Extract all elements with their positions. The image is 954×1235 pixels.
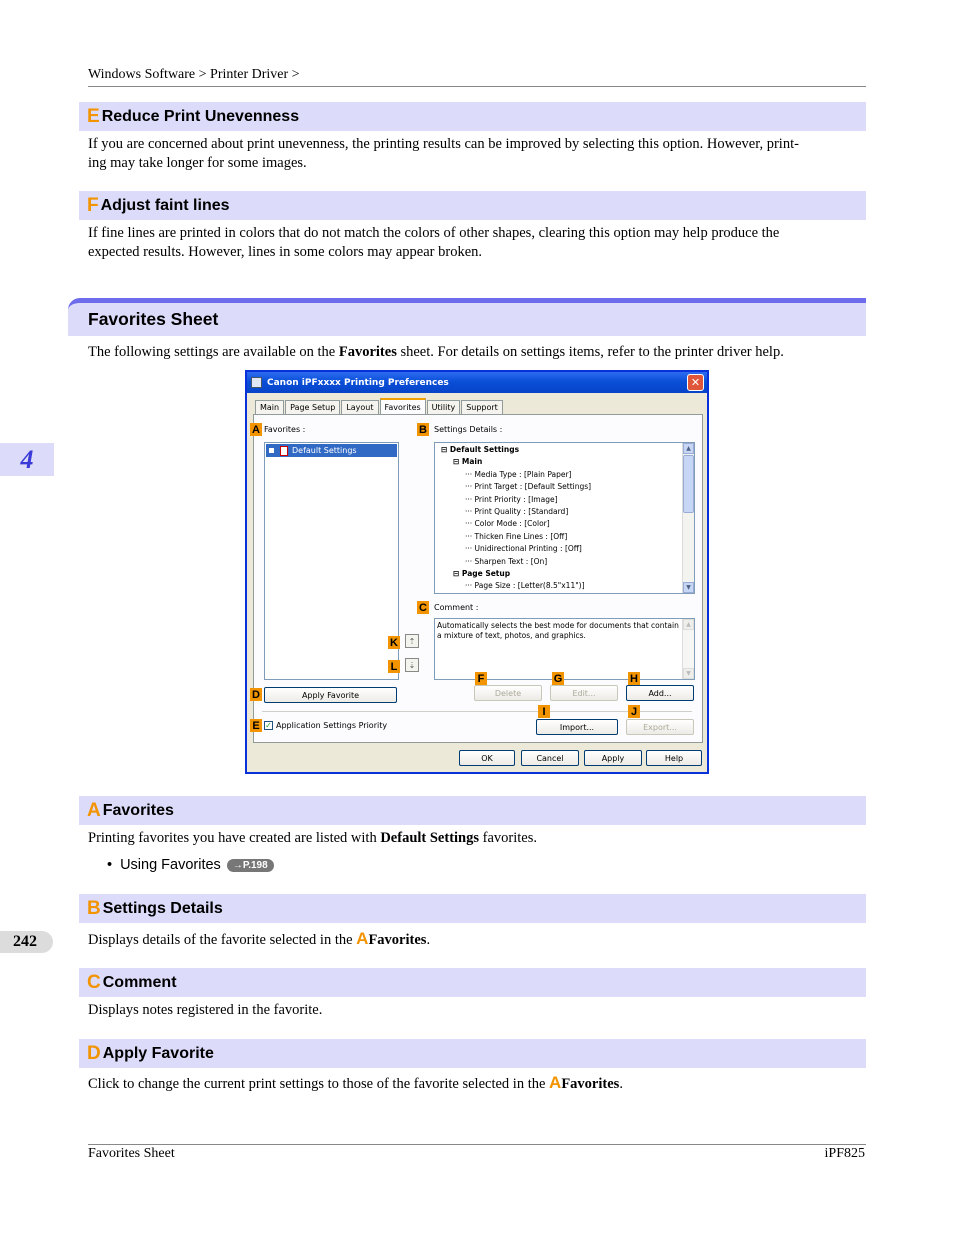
tab-layout[interactable]: Layout: [341, 400, 378, 414]
section-title: Reduce Print Unevenness: [101, 107, 300, 125]
section-a-body: [88, 829, 858, 848]
scroll-down-icon[interactable]: ▼: [683, 668, 694, 679]
callout-k: K: [388, 636, 400, 649]
section-e-body: [88, 135, 858, 173]
section-letter: C: [87, 971, 101, 993]
section-f-body: [88, 224, 858, 262]
section-letter: F: [87, 194, 99, 216]
tree-scrollbar[interactable]: [682, 443, 694, 593]
body-line: ing may take longer for some images.: [88, 155, 307, 171]
tab-bar: [255, 400, 504, 414]
body-line: If you are concerned about print unevenness, the printing results can be improved by selecting this option. However, print-: [88, 136, 799, 152]
comment-box[interactable]: [434, 618, 695, 680]
text: Click to change the current print settings to those of the favorite selected in the: [88, 1076, 550, 1092]
text: The following settings are available on the: [88, 344, 339, 360]
ok-button[interactable]: OK: [459, 750, 515, 766]
ref-letter: A: [549, 1073, 562, 1092]
tree-node[interactable]: ⊟ Page Setup: [453, 569, 511, 578]
callout-i: I: [538, 705, 550, 718]
favorite-item-label: Default Settings: [292, 446, 357, 455]
settings-details-label: Settings Details :: [434, 425, 503, 434]
favorites-list[interactable]: [264, 442, 399, 680]
export-button[interactable]: Export...: [626, 719, 694, 735]
comment-label: Comment :: [434, 603, 479, 612]
tab-favorites[interactable]: Favorites: [380, 398, 426, 414]
callout-e: E: [250, 719, 262, 732]
tree-node[interactable]: ··· Sharpen Text : [On]: [465, 556, 548, 566]
move-up-icon[interactable]: ⇡: [405, 634, 419, 648]
bullet-text: Using Favorites: [120, 857, 221, 873]
section-c-body: Displays notes registered in the favorite.: [88, 1002, 323, 1018]
breadcrumb-divider: [88, 86, 866, 87]
bullet-icon: •: [107, 857, 113, 873]
callout-j: J: [628, 705, 640, 718]
section-heading-f: [79, 191, 866, 220]
tab-support[interactable]: Support: [461, 400, 503, 414]
app-priority-checkbox[interactable]: ✓: [265, 721, 272, 730]
section-title: Favorites: [102, 801, 174, 819]
tree-node[interactable]: ··· Print Target : [Default Settings]: [465, 482, 592, 492]
section-heading-d: [79, 1039, 866, 1068]
bold-text: Favorites: [338, 344, 397, 360]
tree-node[interactable]: ⊟ Main: [453, 457, 483, 467]
apply-favorite-button[interactable]: Apply Favorite: [264, 687, 397, 703]
title-bar: [247, 372, 707, 393]
section-title: Adjust faint lines: [100, 196, 230, 214]
printing-preferences-dialog: [245, 370, 709, 774]
app-priority-label: Application Settings Priority: [276, 721, 388, 730]
bold-text: Favorites: [561, 1076, 620, 1092]
callout-g: G: [553, 672, 563, 685]
callout-d: D: [250, 688, 262, 701]
footer-section-title: Favorites Sheet: [88, 1146, 175, 1161]
close-icon[interactable]: ✕: [687, 374, 704, 391]
help-button[interactable]: Help: [646, 750, 702, 766]
text: favorites.: [479, 830, 537, 846]
tree-node[interactable]: ··· Color Mode : [Color]: [465, 519, 550, 529]
tree-node[interactable]: ⊟ Default Settings: [441, 445, 520, 454]
callout-f: F: [475, 672, 487, 685]
cancel-button[interactable]: Cancel: [521, 750, 579, 766]
section-heading-b: [79, 894, 866, 923]
bold-text: Default Settings: [380, 830, 480, 846]
printer-icon: [251, 377, 262, 388]
ref-letter: A: [356, 929, 369, 948]
tab-main[interactable]: Main: [255, 400, 284, 414]
import-button[interactable]: Import...: [536, 719, 618, 735]
tree-node[interactable]: ··· Unidirectional Printing : [Off]: [465, 544, 582, 554]
favorites-label: Favorites :: [264, 425, 306, 434]
section-letter: B: [87, 897, 101, 919]
text: Printing favorites you have created are listed with: [88, 830, 381, 846]
section-heading-e: [79, 102, 866, 131]
callout-b: B: [417, 423, 429, 436]
chapter-number: 4: [20, 444, 34, 474]
breadcrumb: Windows Software > Printer Driver >: [88, 67, 300, 82]
dialog-title: Canon iPFxxxx Printing Preferences: [267, 377, 449, 388]
page-reference-link[interactable]: →P.198: [227, 859, 274, 872]
section-letter: D: [87, 1042, 101, 1064]
tree-node[interactable]: ··· Page Size : [Letter(8.5"x11")]: [465, 581, 585, 591]
apply-button[interactable]: Apply: [584, 750, 642, 766]
page-number-tab: [0, 931, 53, 953]
section-heading-c: [79, 968, 866, 997]
section-heading-a: [79, 796, 866, 825]
footer-model: iPF825: [824, 1146, 865, 1161]
text: Displays details of the favorite selected in the: [88, 932, 357, 948]
add-button[interactable]: Add...: [626, 685, 694, 701]
comment-text: Automatically selects the best mode for documents that contain a mixture of text, photos, and graphics.: [437, 621, 679, 640]
text: .: [426, 932, 431, 948]
section-d-body: [88, 1073, 858, 1094]
tree-node[interactable]: ··· Media Type : [Plain Paper]: [465, 469, 572, 479]
section-title: Settings Details: [102, 899, 223, 917]
tree-node[interactable]: ··· Print Priority : [Image]: [465, 494, 558, 504]
comment-scrollbar[interactable]: [682, 619, 694, 679]
tab-utility[interactable]: Utility: [427, 400, 461, 414]
callout-l: L: [388, 660, 400, 673]
favorite-item-default[interactable]: [266, 444, 397, 457]
chapter-title: Favorites Sheet: [88, 309, 219, 329]
section-title: Comment: [102, 973, 177, 991]
section-letter: E: [87, 105, 100, 127]
section-b-body: [88, 929, 858, 950]
tree-node[interactable]: ··· Thicken Fine Lines : [Off]: [465, 531, 568, 541]
bullet-icon: [269, 448, 274, 453]
chapter-tab: [0, 443, 54, 476]
scroll-down-icon[interactable]: ▼: [683, 582, 694, 593]
page-number: 242: [13, 933, 37, 950]
scroll-up-icon[interactable]: ▲: [683, 443, 694, 454]
footer-divider: [88, 1144, 866, 1145]
intro-paragraph: [88, 343, 858, 362]
edit-button[interactable]: Edit...: [550, 685, 618, 701]
callout-c: C: [417, 601, 429, 614]
callout-h: H: [628, 672, 640, 685]
scroll-thumb[interactable]: [683, 455, 694, 513]
chapter-heading: [68, 298, 866, 336]
text: sheet. For details on settings items, refer to the printer driver help.: [396, 344, 784, 360]
section-title: Apply Favorite: [102, 1044, 214, 1062]
document-icon: [280, 446, 288, 456]
section-letter: A: [87, 799, 101, 821]
text: .: [619, 1076, 623, 1092]
bullet-using-favorites: [107, 857, 274, 873]
bold-text: Favorites: [368, 932, 427, 948]
tree-node[interactable]: ··· Print Quality : [Standard]: [465, 507, 569, 516]
callout-a: A: [250, 423, 262, 436]
delete-button[interactable]: Delete: [474, 685, 542, 701]
tab-page-setup[interactable]: Page Setup: [285, 400, 340, 414]
scroll-up-icon[interactable]: ▲: [683, 619, 694, 630]
move-down-icon[interactable]: ⇣: [405, 658, 419, 672]
settings-details-tree[interactable]: [434, 442, 695, 594]
body-line: expected results. However, lines in some colors may appear broken.: [88, 244, 483, 260]
body-line: If fine lines are printed in colors that do not match the colors of other shapes, clearing this option may help produce the: [88, 225, 780, 241]
